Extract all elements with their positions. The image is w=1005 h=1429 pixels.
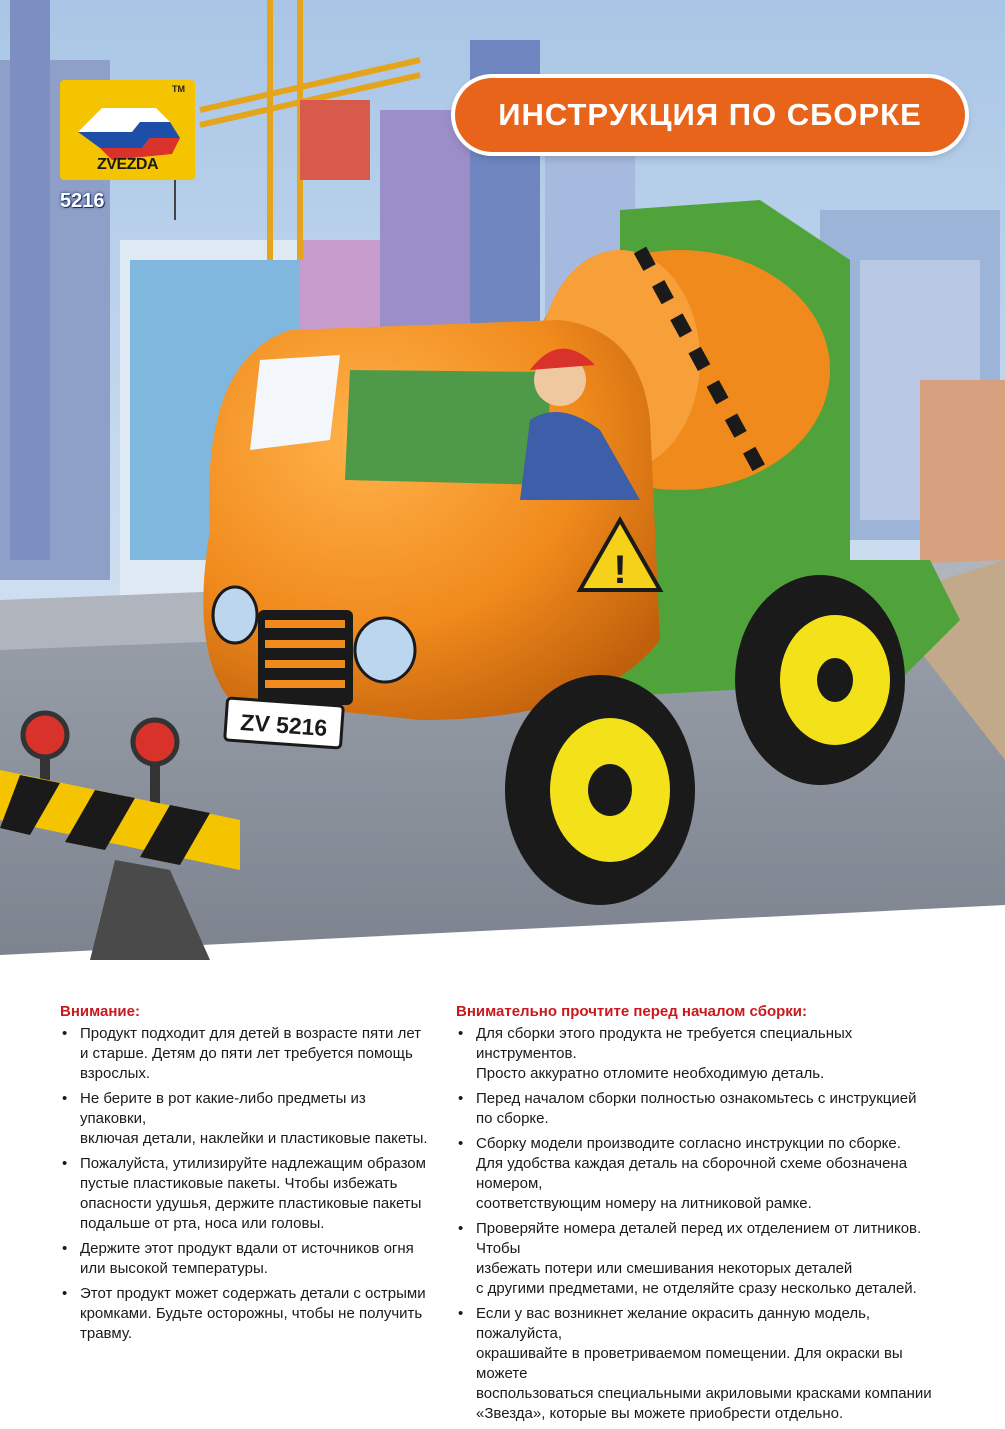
warning-list: [60, 1024, 430, 1344]
instructions-heading: Внимательно прочтите перед началом сборки:: [456, 1003, 808, 1020]
warning-section: [60, 1002, 430, 1349]
instructions-section: [456, 1002, 956, 1429]
title-banner: [455, 78, 965, 152]
license-plate: [225, 698, 344, 748]
list-item: • Продукт подходит для детей в возрасте пяти лет и старше. Детям до пяти лет требуется помощь взрослых.: [60, 1024, 430, 1084]
list-item: • Не берите в рот какие-либо предметы из упаковки, включая детали, наклейки и пластиковые пакеты.: [60, 1089, 430, 1149]
list-item: • Держите этот продукт вдали от источников огня или высокой температуры.: [60, 1239, 430, 1279]
brand-name: ZVEZDA: [97, 156, 158, 173]
list-item: • Проверяйте номера деталей перед их отделением от литников. Чтобы избежать потери или смешивания некоторых деталей с другими предметами, не отделяйте сразу несколько деталей.: [456, 1219, 956, 1299]
zvezda-logo: TM ZVEZDA: [60, 80, 195, 180]
list-item: • Пожалуйста, утилизируйте надлежащим образом пустые пластиковые пакеты. Чтобы избежать опасности удушья, держите пластиковые пакеты подальше от рта, носа или головы.: [60, 1154, 430, 1234]
warning-heading: Внимание:: [60, 1003, 140, 1020]
list-item: • Если у вас возникнет желание окрасить данную модель, пожалуйста, окрашивайте в проветриваемом помещении. Для окраски вы можете воспользоваться специальными акриловыми красками компании «Звезда», которые вы можете приобрести отдельно.: [456, 1304, 956, 1424]
article-number: 5216: [60, 190, 105, 212]
instructions-list: [456, 1024, 956, 1424]
crane-load: [300, 100, 370, 180]
list-item: • Сборку модели производите согласно инструкции по сборке. Для удобства каждая деталь на сборочной схеме обозначена номером, соответствующим номеру на литниковой рамке.: [456, 1134, 956, 1214]
list-item: • Для сборки этого продукта не требуется специальных инструментов. Просто аккуратно отломите необходимую деталь.: [456, 1024, 956, 1084]
list-item: • Перед началом сборки полностью ознакомьтесь с инструкцией по сборке.: [456, 1089, 956, 1129]
svg-text:!: !: [613, 548, 627, 592]
svg-text:ZV 5216: ZV 5216: [239, 708, 329, 741]
list-item: • Этот продукт может содержать детали с острыми кромками. Будьте осторожны, чтобы не получить травму.: [60, 1284, 430, 1344]
page-title: ИНСТРУКЦИЯ ПО СБОРКЕ: [498, 97, 922, 132]
